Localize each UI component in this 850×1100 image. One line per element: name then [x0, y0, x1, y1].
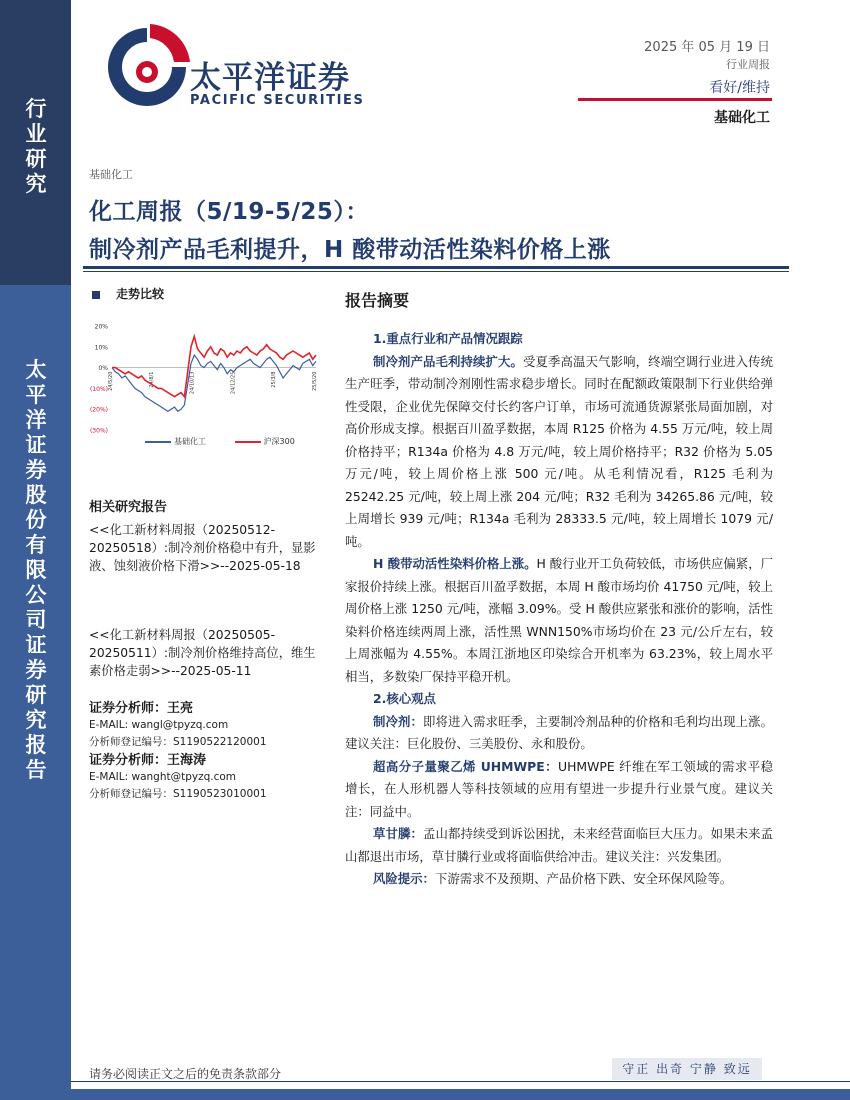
y-tick-label: (10%): [89, 385, 108, 393]
rating: 看好/维持: [709, 80, 770, 96]
sidebar-bottom-char: 究: [25, 708, 47, 732]
analyst-2: [89, 752, 267, 803]
sidebar-bottom-char: 告: [25, 758, 47, 782]
analyst-2-email[interactable]: E-MAIL: wanght@tpyzq.com: [89, 771, 237, 783]
footer-disclaimer: 请务必阅读正文之后的免责条款部分: [89, 1067, 282, 1081]
abstract-body: [345, 328, 773, 891]
sidebar-bottom-char: 研: [25, 683, 47, 707]
para-6-text: 下游需求不及预期、产品价格下跌、安全环保风险等。: [434, 871, 733, 886]
header-red-rule: [578, 98, 772, 101]
sidebar-top-char: 研: [25, 147, 47, 171]
analyst-1-name: 证券分析师：王亮: [89, 701, 194, 716]
legend-swatch-sector: [145, 441, 171, 443]
logo-cn-text: 太平洋证券: [190, 60, 350, 96]
report-title-line1: 化工周报（5/19-5/25）：: [89, 199, 369, 225]
section-2-heading: 2.核心观点: [373, 691, 436, 706]
sidebar: [0, 0, 71, 1100]
trend-heading: [92, 285, 164, 302]
chart-legend: [145, 436, 295, 447]
para-1-keyword: 制冷剂产品毛利持续扩大。: [373, 353, 524, 369]
abstract-heading: 报告摘要: [345, 291, 410, 310]
analyst-1-reg: 分析师登记编号：S1190522120001: [89, 736, 267, 748]
section-1-heading: 1.重点行业和产品情况跟踪: [373, 331, 523, 346]
sidebar-bottom-char: 报: [25, 733, 47, 757]
sidebar-bottom-char: 太: [25, 358, 47, 382]
y-tick-label: 0%: [98, 365, 108, 373]
para-6-keyword: 风险提示：: [373, 871, 435, 886]
legend-label-hs300: 沪深300: [263, 437, 295, 446]
sidebar-bottom-char: 股: [25, 483, 47, 507]
para-3-text: 即将进入需求旺季，主要制冷剂品种的价格和毛利均出现上涨。建议关注：巨化股份、三美股份、永和股份。: [345, 713, 774, 751]
sidebar-top-char: 行: [25, 97, 47, 121]
sidebar-bottom-char: 券: [25, 658, 47, 682]
abstract-para-3: [345, 711, 773, 756]
x-tick-label: 24/12/25: [230, 371, 237, 395]
para-4-text: UHMWPE 纤维在军工领域的需求平稳增长，在人形机器人等科技领域的应用有望进一步提升行业景气度。建议关注：同益中。: [345, 758, 773, 819]
sidebar-label-company: [14, 358, 58, 783]
trend-heading-text: 走势比较: [116, 287, 165, 301]
title-divider: [83, 266, 789, 269]
para-5-text: 孟山都持续受到诉讼困扰，未来经营面临巨大压力。如果未来孟山都退出市场，草甘膦行业或将面临供给冲击。建议关注：兴发集团。: [345, 826, 774, 864]
related-report-1[interactable]: <<化工新材料周报（20250512-20250518）:制冷剂价格稳中有升，显影液、蚀刻液价格下滑>>--2025-05-18: [89, 523, 316, 573]
series-line-hs300: [112, 336, 316, 396]
report-type: 行业周报: [726, 58, 770, 71]
sidebar-bottom-char: 证: [25, 633, 47, 657]
report-date: 2025 年 05 月 19 日: [644, 40, 770, 55]
analyst-2-name: 证券分析师：王海涛: [89, 753, 207, 768]
x-tick-label: 25/3/8: [271, 371, 278, 388]
x-tick-label: 24/8/1: [148, 371, 155, 388]
related-report-2[interactable]: <<化工新材料周报（20250505-20250511）:制冷剂价格维持高位，维生素价格走弱>>--2025-05-11: [89, 628, 316, 678]
analyst-1: [89, 700, 267, 751]
para-4-keyword: 超高分子量聚乙烯 UHMWPE：: [373, 758, 559, 774]
sidebar-bottom-char: 洋: [25, 408, 47, 432]
sidebar-bottom-char: 有: [25, 533, 47, 557]
title-divider-thin: [83, 271, 789, 272]
para-5-keyword: 草甘膦：: [373, 826, 424, 841]
report-title-line2: 制冷剂产品毛利提升，H 酸带动活性染料价格上涨: [89, 237, 611, 263]
abstract-para-1: [345, 351, 773, 554]
legend-label-sector: 基础化工: [174, 437, 206, 446]
analyst-2-reg: 分析师登记编号：S1190523010001: [89, 788, 267, 800]
sidebar-top-char: 业: [25, 122, 47, 146]
sidebar-bottom-char: 平: [25, 383, 47, 407]
trend-chart: [80, 318, 330, 453]
bullet-square-icon: [92, 291, 100, 299]
y-tick-label: 20%: [94, 323, 108, 331]
sidebar-bottom-char: 证: [25, 433, 47, 457]
x-tick-label: 24/10/13: [189, 371, 196, 395]
legend-swatch-hs300: [235, 441, 261, 443]
para-3-keyword: 制冷剂：: [373, 713, 424, 729]
header-sector: 基础化工: [714, 110, 770, 126]
para-2-keyword: H 酸带动活性染料价格上涨。: [373, 556, 537, 571]
abstract-para-6: [345, 868, 773, 891]
sidebar-bottom-char: 限: [25, 558, 47, 582]
x-tick-label: 24/5/20: [108, 371, 114, 391]
y-tick-label: 10%: [94, 344, 108, 352]
footer-band: [71, 1089, 850, 1100]
analyst-1-email[interactable]: E-MAIL: wangl@tpyzq.com: [89, 719, 229, 731]
sidebar-top-char: 究: [25, 172, 47, 196]
sidebar-bottom-char: 司: [25, 608, 47, 632]
sidebar-bottom-char: 份: [25, 508, 47, 532]
related-reports-heading: 相关研究报告: [89, 500, 168, 515]
abstract-para-5: [345, 823, 773, 868]
x-tick-label: 25/5/20: [312, 371, 318, 391]
abstract-para-4: [345, 756, 773, 824]
para-2-text: H 酸行业开工负荷较低，市场供应偏紧，厂家报价持续上涨。根据百川盈孚数据，本周 H 酸市场均价 41750 元/吨，较上周价格上涨 1250 元/吨，涨幅 3.09%。受 H 酸供应紧张和涨价的影响，活性染料价格连续两周上涨，活性黑 WNN150%市场均价在 23 元/公斤左右，较上周涨幅为 4.55%。本周江浙地区印染综合开机率为 63.23%，较上周水平相当，多数染厂保持平稳开机。: [345, 556, 773, 684]
para-1-text: 受夏季高温天气影响，终端空调行业进入传统生产旺季，带动制冷剂刚性需求稳步增长。同时在配额政策限制下行业供给弹性受限，企业优先保障交付长约客户订单，市场可流通货源紧张局面加剧，对高价形成支撑。根据百川盈孚数据，本周 R125 价格为 4.55 万元/吨，较上周价格持平；R134a 价格为 4.8 万元/吨，较上周价格持平；R32 价格为 5.05 万元/吨，较上周价格上涨 500 元/吨。从毛利情况看，R125 毛利为 25242.25 元/吨，较上周上涨 204 元/吨；R32 毛利为 34265.86 元/吨，较上周增长 939 元/吨；R134a 毛利为 28333.5 元/吨，较上周增长 1079 元/吨。: [345, 353, 774, 549]
abstract-para-2: [345, 553, 773, 688]
sidebar-label-industry-research: [14, 97, 58, 197]
logo-en-text: PACIFIC SECURITIES: [190, 93, 365, 108]
y-tick-label: (20%): [89, 406, 108, 414]
sidebar-bottom-char: 券: [25, 458, 47, 482]
y-tick-label: (30%): [89, 427, 108, 435]
sector-tag: 基础化工: [89, 168, 133, 181]
sidebar-bottom-char: 公: [25, 583, 47, 607]
pacific-securities-logo: [102, 22, 192, 112]
footer-motto: 守正 出奇 宁静 致远: [612, 1058, 762, 1080]
series-line-sector: [112, 355, 316, 411]
